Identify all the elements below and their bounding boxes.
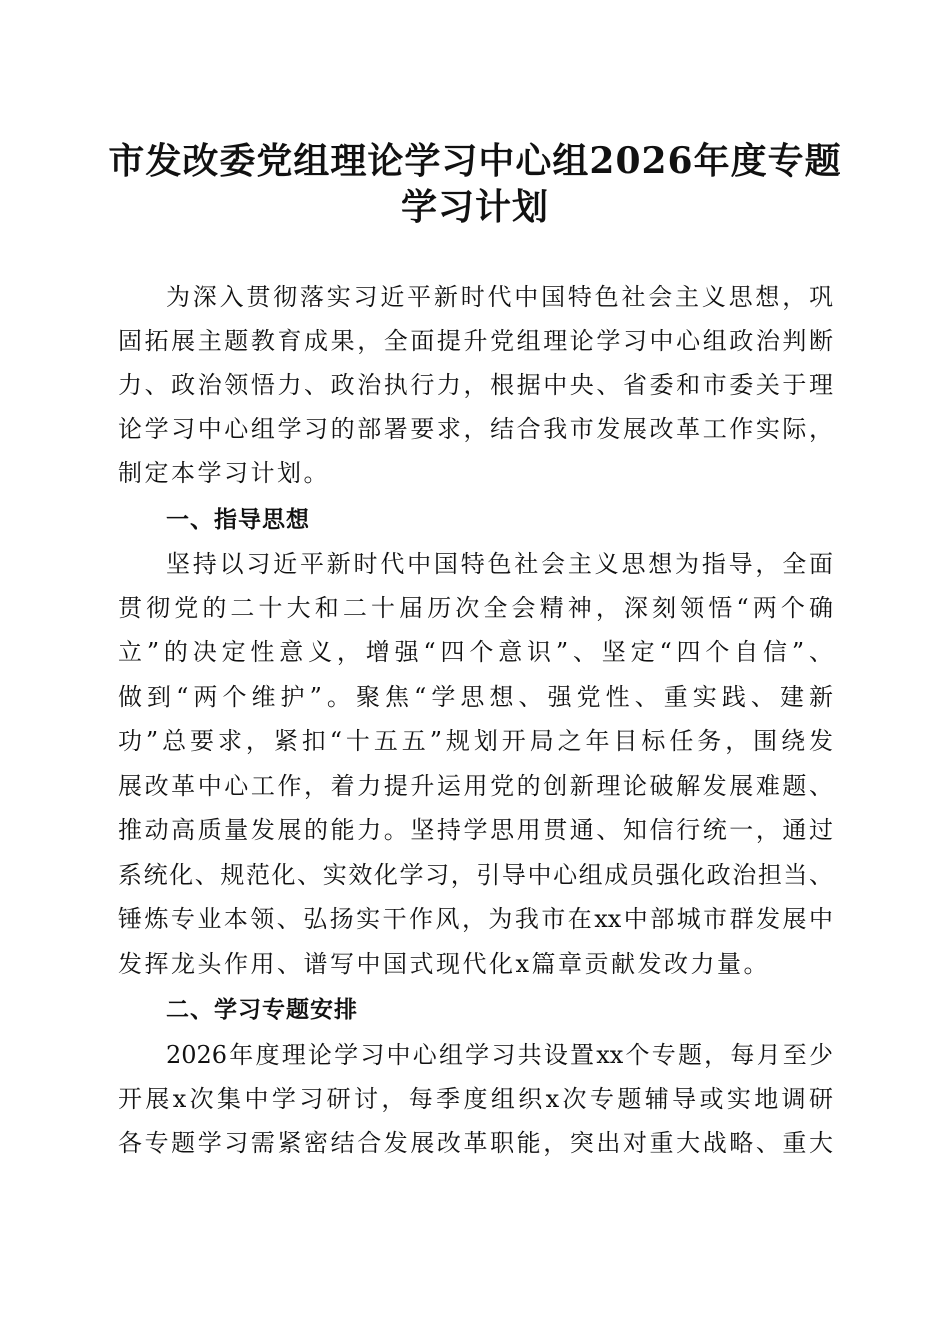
- paragraph-line: 力、政治领悟力、政治执行力，根据中央、省委和市委关于理: [118, 371, 833, 399]
- document-title-line-2: 学习计划: [400, 186, 549, 228]
- section-heading-study-topics: 二、学习专题安排: [166, 997, 358, 1023]
- paragraph-line: 制定本学习计划。: [118, 459, 330, 487]
- paragraph-line: 展改革中心工作，着力提升运用党的创新理论破解发展难题、: [118, 772, 833, 800]
- paragraph-line: 2026年度理论学习中心组学习共设置xx个专题，每月至少: [166, 1041, 833, 1069]
- paragraph-line: 为深入贯彻落实习近平新时代中国特色社会主义思想，巩: [166, 283, 833, 311]
- paragraph-line: 坚持以习近平新时代中国特色社会主义思想为指导，全面: [166, 550, 833, 578]
- paragraph-line: 发挥龙头作用、谱写中国式现代化x篇章贡献发改力量。: [118, 950, 771, 978]
- paragraph-line: 锤炼专业本领、弘扬实干作风，为我市在xx中部城市群发展中: [118, 905, 833, 933]
- paragraph-line: 推动高质量发展的能力。坚持学思用贯通、知信行统一，通过: [118, 816, 833, 844]
- paragraph-line: 各专题学习需紧密结合发展改革职能，突出对重大战略、重大: [118, 1129, 833, 1157]
- paragraph-line: 开展x次集中学习研讨，每季度组织x次专题辅导或实地调研: [118, 1085, 833, 1113]
- paragraph-line: 立”的决定性意义，增强“四个意识”、坚定“四个自信”、: [118, 638, 833, 666]
- paragraph-line: 贯彻党的二十大和二十届历次全会精神，深刻领悟“两个确: [118, 594, 833, 622]
- document-title-line-1: 市发改委党组理论学习中心组2026年度专题: [108, 140, 842, 182]
- section-heading-guiding-thought: 一、指导思想: [166, 507, 310, 533]
- paragraph-line: 固拓展主题教育成果，全面提升党组理论学习中心组政治判断: [118, 327, 833, 355]
- paragraph-line: 系统化、规范化、实效化学习，引导中心组成员强化政治担当、: [118, 861, 833, 889]
- paragraph-line: 做到“两个维护”。聚焦“学思想、强党性、重实践、建新: [118, 683, 833, 711]
- paragraph-line: 论学习中心组学习的部署要求，结合我市发展改革工作实际，: [118, 415, 833, 443]
- paragraph-line: 功”总要求，紧扣“十五五”规划开局之年目标任务，围绕发: [118, 727, 833, 755]
